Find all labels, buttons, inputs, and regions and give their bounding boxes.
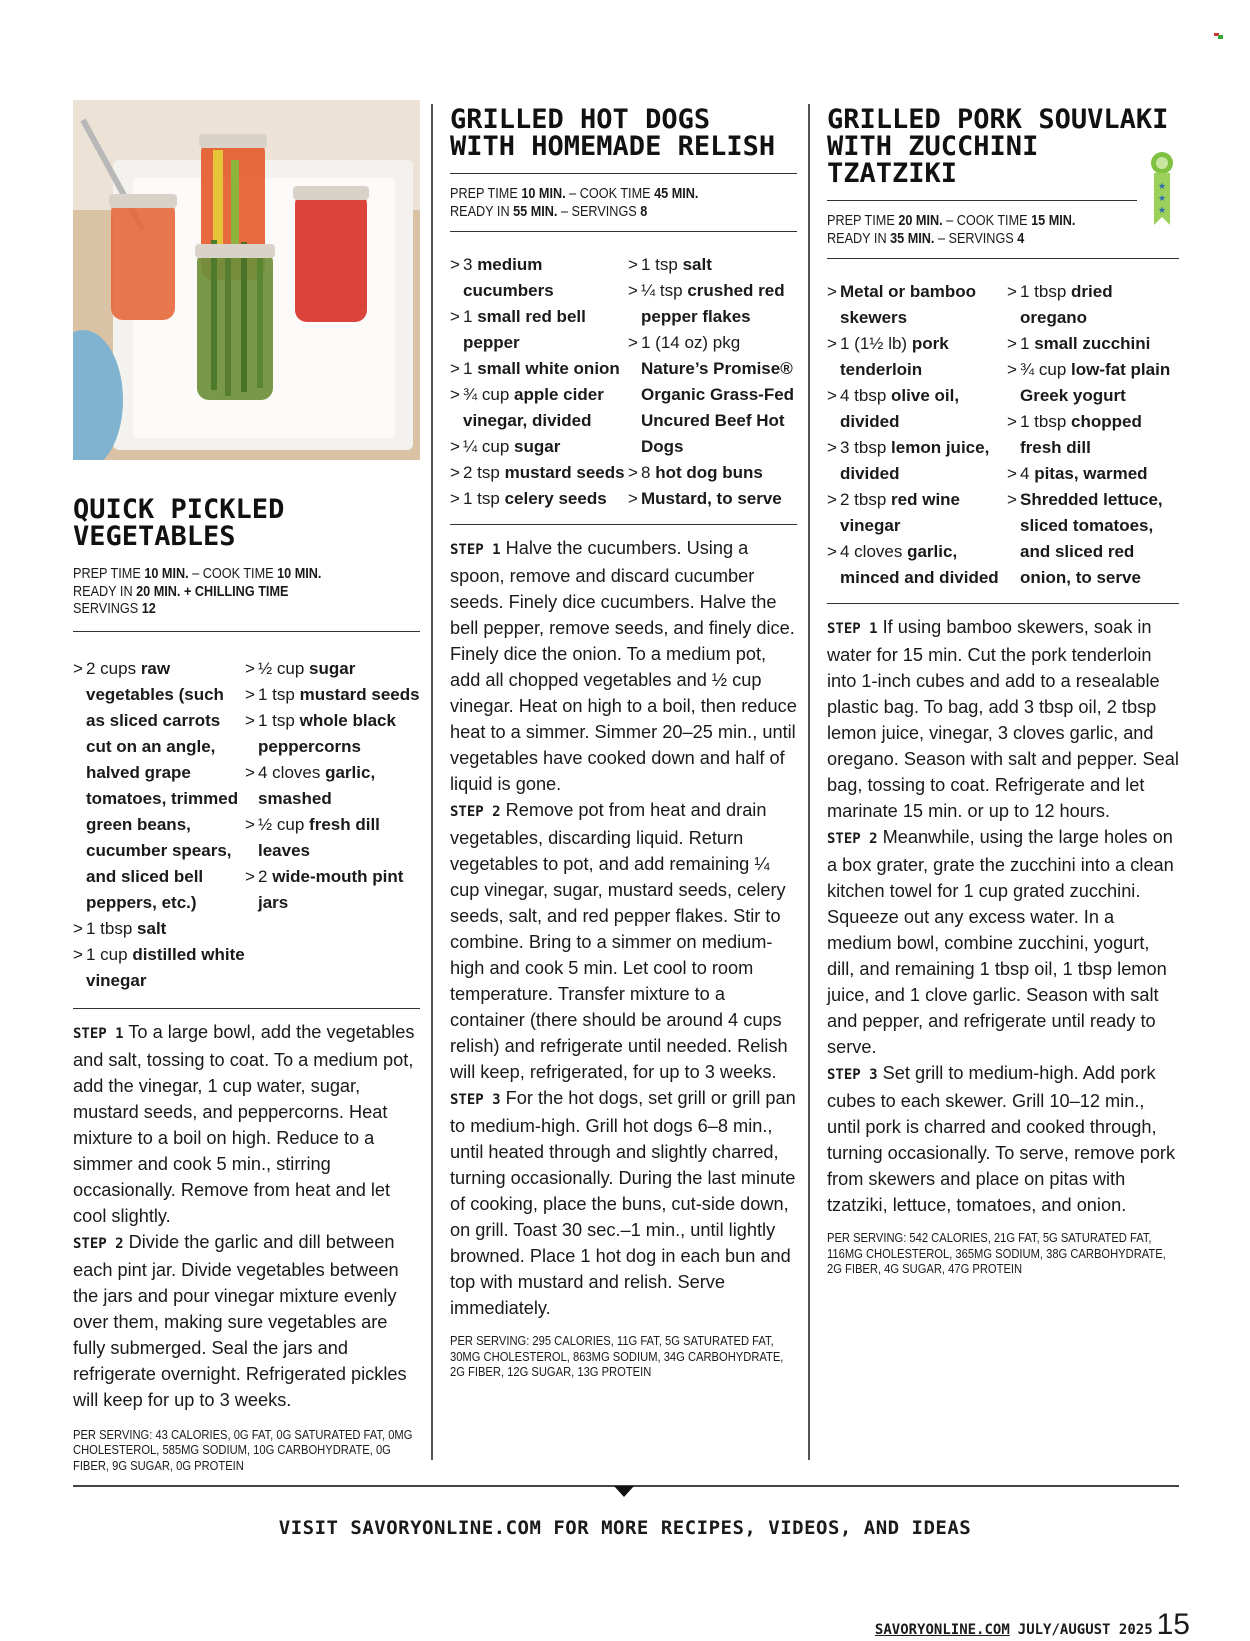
caret-right-icon: >: [1007, 334, 1017, 353]
caret-right-icon: >: [245, 658, 255, 678]
page-number: 15: [1156, 1608, 1190, 1641]
caret-right-icon: >: [450, 489, 460, 508]
caret-right-icon: >: [73, 658, 83, 678]
nutrition-info: PER SERVING: 542 CALORIES, 21G FAT, 5G SATURATED FAT, 116MG CHOLESTEROL, 365MG SODIUM, 38G CARBOHYDRATE, 2G FIBER, 4G SUGAR, 47G PROTEIN: [827, 1230, 1166, 1276]
ingredient-name: hot dog buns: [655, 463, 763, 482]
ingredient-list: [827, 279, 1179, 591]
ingredient-amount: – SERVINGS: [934, 230, 1018, 247]
ingredient-name: low-fat plain Greek yogurt: [1020, 360, 1171, 405]
meta-line: [827, 231, 1177, 249]
step-label: STEP 2: [450, 804, 501, 820]
caret-right-icon: >: [450, 385, 460, 404]
ingredient-amount: 1 cup: [86, 944, 133, 964]
ingredient-name: sugar: [514, 437, 561, 456]
ingredient-item: [450, 382, 628, 434]
ingredient-name: 8: [640, 203, 648, 220]
svg-text:★: ★: [1157, 181, 1167, 191]
ingredient-item: [73, 916, 245, 942]
ingredient-name: chopped fresh dill: [1020, 412, 1142, 457]
ingredient-name: crushed red pepper flakes: [641, 281, 785, 326]
svg-text:★: ★: [1157, 193, 1167, 203]
ingredient-amount: 8: [641, 463, 656, 482]
ingredient-name: lemon juice, divided: [840, 438, 990, 483]
ingredient-amount: 1 tsp: [641, 255, 683, 274]
caret-right-icon: >: [628, 281, 638, 300]
recipe-meta: [827, 213, 1177, 248]
ingredient-amount: READY IN: [827, 230, 891, 247]
ingredient-item: [245, 760, 420, 812]
ingredient-item: [73, 942, 245, 994]
ingredient-item: [245, 708, 420, 760]
ingredient-item: [827, 539, 1007, 591]
step-label: STEP 2: [73, 1235, 124, 1252]
ingredient-item: [73, 656, 245, 916]
caret-right-icon: >: [245, 684, 255, 704]
caret-right-icon: >: [628, 255, 638, 274]
ingredient-name: pork tenderloin: [840, 334, 949, 379]
ingredient-item: [245, 864, 420, 916]
caret-right-icon: >: [827, 438, 837, 457]
ingredient-amount: 1: [1020, 334, 1035, 353]
recipe-step: [827, 1060, 1179, 1218]
caret-right-icon: >: [245, 762, 255, 782]
ingredient-item: [245, 682, 420, 708]
ingredient-amount: 1: [463, 307, 478, 326]
step-label: STEP 3: [827, 1067, 878, 1083]
ingredient-item: [628, 330, 797, 460]
ingredient-amount: 2: [258, 866, 273, 886]
ingredient-name: 55 MIN.: [513, 203, 558, 220]
ingredient-amount: – COOK TIME: [565, 186, 655, 202]
caret-right-icon: >: [245, 814, 255, 834]
ingredient-amount: 1 tsp: [258, 710, 300, 730]
ingredient-item: [245, 812, 420, 864]
ingredient-name: salt: [137, 918, 167, 938]
step-text: If using bamboo skewers, soak in water for 15 min. Cut the pork tenderloin into 1-inch cubes and add to a resealable plastic bag. To bag, add 3 tbsp oil, 2 tbsp lemon juice, vinegar, 3 cloves garlic, and oregano. Season with salt and pepper. Seal bag, tossing to coat. Refrigerate and let marinate 15 min. or up to 12 hours.: [827, 617, 1179, 821]
meta-line: [73, 566, 418, 584]
ingredient-name: 4: [1017, 230, 1025, 247]
ingredient-item: [1007, 357, 1179, 409]
ingredient-amount: ½ cup: [258, 814, 310, 834]
ribbon-award-icon: [1150, 151, 1174, 225]
ingredient-amount: ¾ cup: [463, 385, 515, 404]
ingredient-item: [628, 278, 797, 330]
svg-text:★: ★: [1157, 205, 1167, 215]
recipe-title: GRILLED HOT DOGS WITH HOMEMADE RELISH: [450, 104, 776, 162]
ingredient-amount: SERVINGS: [73, 601, 142, 617]
ingredient-name: small red bell pepper: [463, 307, 586, 352]
meta-line: [450, 204, 795, 222]
caret-right-icon: >: [73, 944, 83, 964]
ingredient-name: garlic, minced and divided: [840, 542, 999, 587]
ingredient-amount: PREP TIME: [827, 213, 899, 229]
ingredient-name: garlic, smashed: [258, 762, 376, 808]
ingredient-amount: 1 tbsp: [1020, 412, 1072, 431]
ingredient-item: [827, 383, 1007, 435]
recipe-column-hot-dogs: [450, 100, 797, 1380]
ingredient-name: red wine vinegar: [840, 490, 961, 535]
ingredient-item: [450, 356, 628, 382]
recipe-column-pickled: [73, 100, 420, 1473]
caret-right-icon: >: [450, 307, 460, 326]
ingredient-amount: 2 cups: [86, 658, 141, 678]
column-divider: [431, 104, 433, 1460]
ingredient-item: [1007, 279, 1179, 331]
caret-right-icon: >: [827, 542, 837, 561]
ingredient-amount: 4 cloves: [840, 542, 908, 561]
ingredient-amount: – SERVINGS: [557, 203, 641, 220]
ingredient-amount: 2 tbsp: [840, 490, 892, 509]
ingredient-name: Shredded lettuce, sliced tomatoes, and sliced red onion, to serve: [1020, 490, 1163, 587]
column-divider: [808, 104, 810, 1460]
recipe-title: QUICK PICKLED VEGETABLES: [73, 494, 285, 552]
step-label: STEP 1: [827, 621, 878, 637]
recipe-steps: [827, 614, 1179, 1218]
caret-right-icon: >: [245, 710, 255, 730]
ingredient-item: [450, 460, 628, 486]
caret-right-icon: >: [73, 918, 83, 938]
recipe-steps: [73, 1019, 420, 1413]
page-folio: [874, 1608, 1190, 1641]
caret-right-icon: >: [827, 334, 837, 353]
ingredient-amount: 1 (14 oz) pkg: [641, 333, 741, 352]
recipe-step: [73, 1229, 420, 1413]
caret-right-icon: >: [450, 255, 460, 274]
ingredient-amount: 1 (1½ lb): [840, 334, 912, 353]
ingredient-name: 20 MIN. + CHILLING TIME: [136, 583, 289, 600]
pickled-vegetable-jars-photo: [73, 100, 420, 460]
ingredient-amount: ¾ cup: [1020, 360, 1072, 379]
ingredient-amount: 1: [463, 359, 478, 378]
ingredient-name: 10 MIN.: [144, 566, 189, 582]
step-text: Divide the garlic and dill between each pint jar. Divide vegetables between the jars and pour vinegar mixture evenly over them, making sure vegetables are fully submerged. Seal the jars and refrigerate overnight. Refrigerated pickles will keep for up to 3 weeks.: [73, 1231, 407, 1410]
folio-site-link[interactable]: SAVORYONLINE.COM: [874, 1622, 1010, 1638]
recipe-title: GRILLED PORK SOUVLAKI WITH ZUCCHINI TZATZIKI: [827, 104, 1169, 189]
ingredient-item: [827, 279, 1007, 331]
recipe-steps: [450, 535, 797, 1321]
ingredient-item: [827, 487, 1007, 539]
recipe-step: [450, 797, 797, 1085]
ingredient-amount: 1 tbsp: [86, 918, 138, 938]
recipe-step: [450, 1085, 797, 1321]
step-label: STEP 3: [450, 1092, 501, 1108]
ingredient-name: small white onion: [477, 359, 620, 378]
caret-right-icon: >: [1007, 490, 1017, 509]
meta-line: [73, 584, 418, 602]
ingredient-item: [628, 460, 797, 486]
caret-right-icon: >: [450, 437, 460, 456]
recipe-step: [450, 535, 797, 797]
ingredient-list: [73, 656, 420, 994]
folio-issue: JULY/AUGUST 2025: [1017, 1622, 1153, 1638]
ingredient-name: celery seeds: [504, 489, 607, 508]
ingredient-amount: READY IN: [73, 583, 137, 600]
ingredient-name: olive oil, divided: [840, 386, 960, 431]
ingredient-name: fresh dill leaves: [258, 814, 380, 860]
ingredient-amount: 1 tbsp: [1020, 282, 1072, 301]
ingredient-name: salt: [682, 255, 712, 274]
recipe-column-souvlaki: [827, 100, 1179, 1277]
meta-line: [827, 213, 1177, 231]
ingredient-name: Mustard, to serve: [641, 489, 782, 508]
ingredient-name: Metal or bamboo skewers: [840, 282, 977, 327]
recipe-meta: [450, 186, 795, 221]
ingredient-name: distilled white vinegar: [86, 944, 245, 990]
ingredient-name: small zucchini: [1034, 334, 1151, 353]
ingredient-item: [827, 331, 1007, 383]
step-text: Halve the cucumbers. Using a spoon, remove and discard cucumber seeds. Finely dice cucumbers. Halve the bell pepper, remove seeds, and finely dice. Finely dice the onion. To a medium pot, add all chopped vegetables and ½ cup vinegar. Heat on high to a boil, then reduce heat to a simmer. Simmer 20–25 min., until vegetables have cooked down and half of liquid is gone.: [450, 538, 797, 794]
ingredient-amount: 1 tsp: [463, 489, 505, 508]
ingredient-name: apple cider vinegar, divided: [463, 385, 604, 430]
ingredient-amount: – COOK TIME: [188, 566, 278, 582]
ingredient-amount: ¼ cup: [463, 437, 515, 456]
ingredient-item: [245, 656, 420, 682]
caret-right-icon: >: [827, 282, 837, 301]
ingredient-amount: 4: [1020, 464, 1035, 483]
recipe-step: [827, 614, 1179, 824]
ingredient-list: [450, 252, 797, 512]
caret-right-icon: >: [628, 463, 638, 482]
ingredient-amount: 1 tsp: [258, 684, 300, 704]
step-label: STEP 1: [73, 1025, 124, 1042]
corner-mark-icon: [1214, 33, 1223, 39]
ingredient-name: whole black peppercorns: [258, 710, 396, 756]
meta-line: [73, 601, 418, 619]
ingredient-name: 45 MIN.: [654, 186, 699, 202]
ingredient-item: [1007, 331, 1179, 357]
caret-right-icon: >: [1007, 360, 1017, 379]
ingredient-item: [1007, 487, 1179, 591]
caret-right-icon: >: [827, 490, 837, 509]
nutrition-info: PER SERVING: 43 CALORIES, 0G FAT, 0G SATURATED FAT, 0MG CHOLESTEROL, 585MG SODIUM, 10G CARBOHYDRATE, 0G FIBER, 9G SUGAR, 0G PROTEIN: [73, 1426, 413, 1473]
caret-right-icon: >: [450, 359, 460, 378]
ingredient-name: pitas, warmed: [1034, 464, 1148, 483]
ingredient-amount: 4 tbsp: [840, 386, 892, 405]
ingredient-item: [450, 434, 628, 460]
ingredient-name: mustard seeds: [504, 463, 625, 482]
caret-right-icon: >: [1007, 464, 1017, 483]
ingredient-name: raw vegetables (such as sliced carrots cut on an angle, halved grape tomatoes, trimmed green beans, cucumber spears, and sliced bell peppers, etc.): [86, 658, 239, 912]
ingredient-amount: PREP TIME: [450, 186, 522, 202]
ingredient-item: [450, 486, 628, 512]
caret-right-icon: >: [245, 866, 255, 886]
caret-right-icon: >: [827, 386, 837, 405]
ingredient-item: [1007, 461, 1179, 487]
ingredient-amount: 2 tsp: [463, 463, 505, 482]
ingredient-name: medium cucumbers: [463, 255, 554, 300]
step-text: Meanwhile, using the large holes on a box grater, grate the zucchini into a clean kitchen towel for 1 cup grated zucchini. Squeeze out any excess water. In a medium bowl, combine zucchini, yogurt, dill, and remaining 1 tbsp oil, 1 tbsp lemon juice, and 1 clove garlic. Season with salt and pepper, and refrigerate until ready to serve.: [827, 827, 1174, 1057]
footer-cta: VISIT SAVORYONLINE.COM FOR MORE RECIPES, VIDEOS, AND IDEAS: [278, 1517, 972, 1539]
recipe-meta: [73, 566, 418, 619]
ingredient-amount: ½ cup: [258, 658, 310, 678]
ingredient-item: [450, 304, 628, 356]
ingredient-item: [827, 435, 1007, 487]
recipe-step: [827, 824, 1179, 1060]
nutrition-info: PER SERVING: 295 CALORIES, 11G FAT, 5G SATURATED FAT, 30MG CHOLESTEROL, 863MG SODIUM, 34G CARBOHYDRATE, 2G FIBER, 12G SUGAR, 13G PROTEIN: [450, 1333, 784, 1379]
step-text: Remove pot from heat and drain vegetables, discarding liquid. Return vegetables to pot, and add remaining ¼ cup vinegar, sugar, mustard seeds, celery seeds, salt, and red pepper flakes. Stir to combine. Bring to a simmer on medium-high and cook 5 min. Let cool to room temperature. Transfer mixture to a container (there should be around 4 cups relish) and refrigerate until needed. Relish will keep, refrigerated, for up to 3 weeks.: [450, 800, 788, 1082]
ingredient-name: 20 MIN.: [898, 213, 943, 229]
caret-right-icon: >: [628, 333, 638, 352]
ingredient-amount: 3: [463, 255, 478, 274]
ingredient-name: 15 MIN.: [1031, 213, 1076, 229]
step-label: STEP 2: [827, 831, 878, 847]
ingredient-item: [1007, 409, 1179, 461]
caret-right-icon: >: [450, 463, 460, 482]
ingredient-name: Nature’s Promise® Organic Grass-Fed Uncured Beef Hot Dogs: [641, 359, 795, 456]
ingredient-name: sugar: [309, 658, 356, 678]
ingredient-amount: ¼ tsp: [641, 281, 688, 300]
recipe-step: [73, 1019, 420, 1229]
caret-right-icon: >: [1007, 412, 1017, 431]
ingredient-name: wide-mouth pint jars: [258, 866, 404, 912]
ingredient-name: 35 MIN.: [890, 230, 935, 247]
ingredient-item: [628, 252, 797, 278]
ingredient-name: 12: [141, 601, 156, 617]
ingredient-name: 10 MIN.: [277, 566, 322, 582]
ingredient-amount: PREP TIME: [73, 566, 145, 582]
ingredient-amount: – COOK TIME: [942, 213, 1032, 229]
step-text: For the hot dogs, set grill or grill pan to medium-high. Grill hot dogs 6–8 min., until heated through and slightly charred, turning occasionally. During the last minute of cooking, place the buns, cut-side down, on grill. Toast 30 sec.–1 min., until lightly browned. Place 1 hot dog in each bun and top with mustard and relish. Serve immediately.: [450, 1088, 796, 1318]
caret-down-icon: [614, 1486, 634, 1497]
step-label: STEP 1: [450, 542, 501, 558]
step-text: To a large bowl, add the vegetables and salt, tossing to coat. To a medium pot, add the vinegar, 1 cup water, sugar, mustard seeds, and peppercorns. Heat mixture to a boil on high. Reduce to a simmer and cook 5 min., stirring occasionally. Remove from heat and let cool slightly.: [73, 1021, 415, 1226]
caret-right-icon: >: [1007, 282, 1017, 301]
jars-illustration: [73, 100, 420, 460]
ingredient-item: [450, 252, 628, 304]
ingredient-name: mustard seeds: [299, 684, 420, 704]
step-text: Set grill to medium-high. Add pork cubes to each skewer. Grill 10–12 min., until pork is charred and cooked through, turning occasionally. To serve, remove pork from skewers and place on pitas with tzatziki, lettuce, tomatoes, and onion.: [827, 1063, 1176, 1215]
ingredient-name: 10 MIN.: [521, 186, 566, 202]
ingredient-amount: READY IN: [450, 203, 514, 220]
caret-right-icon: >: [628, 489, 638, 508]
meta-line: [450, 186, 795, 204]
ingredient-amount: 3 tbsp: [840, 438, 892, 457]
ingredient-item: [628, 486, 797, 512]
ingredient-amount: 4 cloves: [258, 762, 326, 782]
ingredient-name: dried oregano: [1020, 282, 1113, 327]
